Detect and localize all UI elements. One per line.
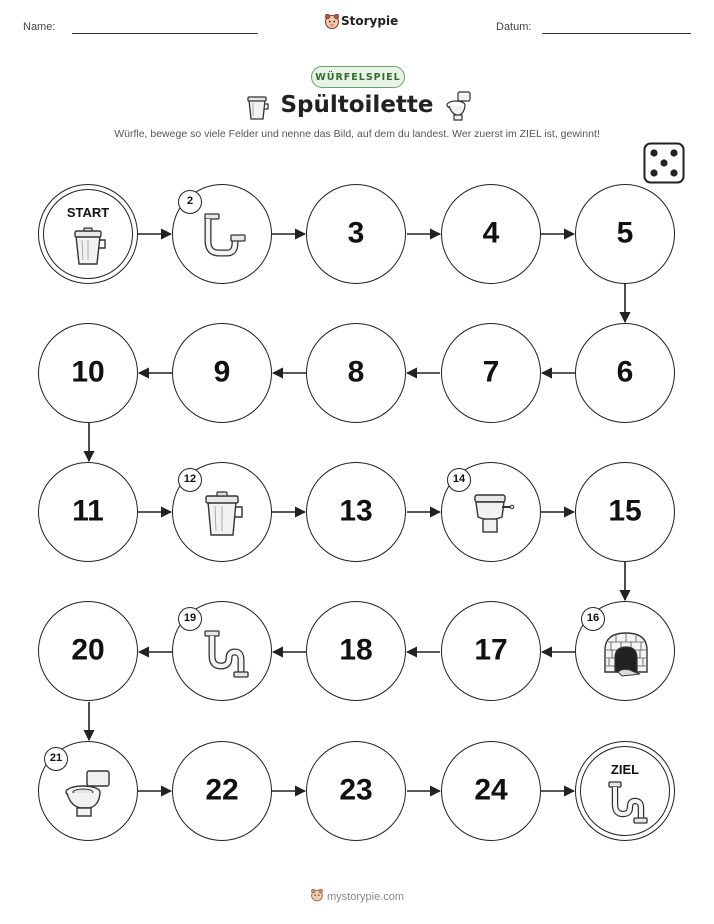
space-number: 20 (71, 633, 105, 667)
space-number-badge: 12 (178, 468, 202, 492)
pipe-icon (197, 628, 249, 680)
start-label: START (66, 205, 110, 220)
space-number: 8 (347, 355, 365, 389)
trash-bin-icon (201, 489, 247, 539)
space-number: 5 (616, 216, 634, 250)
board-space-4[interactable] (441, 184, 541, 284)
space-number-badge: 2 (178, 190, 202, 214)
board-space-7[interactable] (441, 323, 541, 423)
trash-bin-icon (69, 225, 109, 267)
board-space-13[interactable] (306, 462, 406, 562)
board-space-18[interactable] (306, 601, 406, 701)
finish-label: ZIEL (610, 762, 640, 777)
finish-space[interactable] (575, 741, 675, 841)
name-label: Name: (23, 21, 56, 33)
board-space-20[interactable] (38, 601, 138, 701)
space-number-badge: 14 (447, 468, 471, 492)
board-space-11[interactable] (38, 462, 138, 562)
space-number: 17 (474, 633, 508, 667)
space-number-badge: 19 (178, 607, 202, 631)
space-number: 23 (339, 773, 373, 807)
board-space-24[interactable] (441, 741, 541, 841)
board-space-23[interactable] (306, 741, 406, 841)
instructions: Würfle, bewege so viele Felder und nenne das Bild, auf dem du landest. Wer zuerst im ZIEL ist, gewinnt! (114, 128, 600, 140)
space-number-badge: 16 (581, 607, 605, 631)
toilet-tank-icon (468, 489, 518, 539)
pipe-icon (197, 211, 249, 261)
board-space-8[interactable] (306, 323, 406, 423)
board-space-17[interactable] (441, 601, 541, 701)
space-number: 10 (71, 355, 105, 389)
sewer-tunnel-icon (600, 628, 652, 678)
space-number: 18 (339, 633, 373, 667)
space-number: 3 (347, 216, 365, 250)
brand-name: Storypie (341, 14, 399, 28)
start-space[interactable] (38, 184, 138, 284)
board-space-9[interactable] (172, 323, 272, 423)
space-number-badge: 21 (44, 747, 68, 771)
space-number: 4 (482, 216, 500, 250)
space-number: 15 (608, 494, 642, 528)
board-space-15[interactable] (575, 462, 675, 562)
footer (0, 888, 714, 906)
date-label: Datum: (496, 21, 532, 33)
space-number: 9 (213, 355, 231, 389)
board-space-10[interactable] (38, 323, 138, 423)
board-space-5[interactable] (575, 184, 675, 284)
space-number: 6 (616, 355, 634, 389)
game-type-badge: WÜRFELSPIEL (311, 66, 405, 88)
footer-site-link[interactable]: mystorypie.com (327, 891, 405, 903)
board-space-6[interactable] (575, 323, 675, 423)
storypie-mascot-icon (310, 888, 324, 906)
space-number: 24 (474, 773, 508, 807)
board-space-3[interactable] (306, 184, 406, 284)
space-number: 22 (205, 773, 239, 807)
space-number: 11 (72, 494, 104, 528)
board-space-22[interactable] (172, 741, 272, 841)
page-title: Spültoilette (280, 92, 434, 118)
space-number: 13 (339, 494, 373, 528)
toilet-icon (63, 768, 115, 820)
space-number: 7 (482, 355, 500, 389)
pipe-icon (604, 780, 648, 826)
